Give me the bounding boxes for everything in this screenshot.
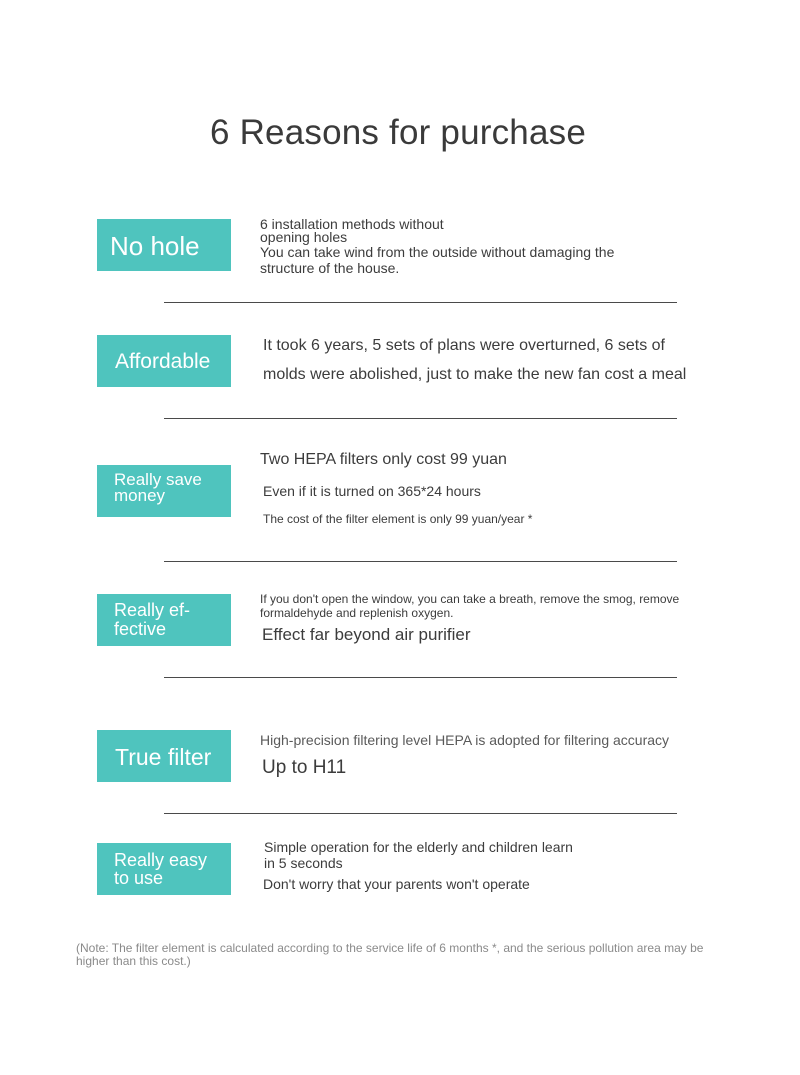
divider [164,418,677,419]
reason-tag-label: Really save money [114,470,202,505]
reason-text: It took 6 years, 5 sets of plans were overturned, 6 sets of [263,337,665,354]
reason-tag-label: Really ef-fective [114,600,191,639]
reason-tag-affordable [97,335,231,387]
divider [164,561,677,562]
reason-text: in 5 seconds [264,855,343,871]
reason-tag-really-save-money [97,465,231,517]
reason-text: High-precision filtering level HEPA is adopted for filtering accuracy [260,732,670,748]
divider [164,677,677,678]
reason-tag-really-effective [97,594,231,646]
reason-text: The cost of the filter element is only 99 yuan/year * [263,512,533,526]
reason-text: Even if it is turned on 365*24 hours [263,483,481,499]
reason-text: formaldehyde and replenish oxygen. [260,606,454,620]
reason-text: Up to H11 [262,757,347,778]
footnote: (Note: The filter element is calculated according to the service life of 6 months *, and the serious pollution area may be higher than this cost.) [76,941,704,968]
page-title: 6 Reasons for purchase [209,113,586,152]
reason-text: structure of the house. [260,260,400,276]
reason-tag-label: True filter [115,744,212,770]
reason-text: You can take wind from the outside without damaging the [260,244,615,260]
reason-text: Two HEPA filters only cost 99 yuan [260,451,507,468]
reason-text: Don't worry that your parents won't operate [263,876,530,892]
divider [164,813,677,814]
reason-tag-label: No hole [110,231,200,261]
reason-tag-really-easy-to-use [97,843,231,895]
reason-text: 6 installation methods without [260,216,444,232]
reason-text: opening holes [260,229,348,245]
reason-text: Effect far beyond air purifier [262,625,471,644]
reason-tag-label: Really easy to use [114,850,208,888]
reason-tag-label: Affordable [115,350,211,373]
divider [164,302,677,303]
reason-text: Simple operation for the elderly and children learn [264,839,573,855]
reason-text: molds were abolished, just to make the new fan cost a meal [263,366,687,383]
reason-tag-no-hole [97,219,231,271]
reason-text: If you don't open the window, you can take a breath, remove the smog, remove [260,592,680,606]
reason-tag-true-filter [97,730,231,782]
